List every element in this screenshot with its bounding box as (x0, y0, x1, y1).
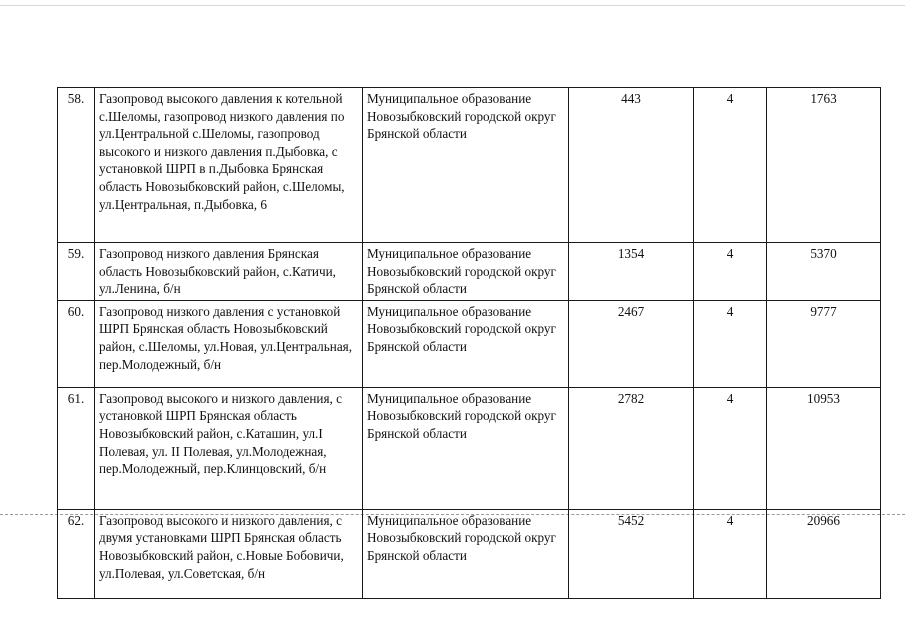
table-row (58, 300, 881, 387)
object-name: Газопровод высокого и низкого давления, с двумя установками ШРП Брянская область Новозыбковский район, с.Новые Бобовичи, ул.Полевая, ул.Советская, б/н (95, 509, 363, 598)
length-value: 2467 (569, 300, 694, 387)
class-value: 4 (694, 88, 767, 243)
row-number: 58. (58, 88, 95, 243)
object-name: Газопровод низкого давления с установкой ШРП Брянская область Новозыбковский район, с.Шеломы, ул.Новая, ул.Центральная, пер.Молодежный, б/н (95, 300, 363, 387)
row-number: 59. (58, 243, 95, 301)
owner: Муниципальное образование Новозыбковский городской округ Брянской области (363, 509, 569, 598)
table-row (58, 243, 881, 301)
row-number: 62. (58, 509, 95, 598)
row-number: 60. (58, 300, 95, 387)
row-number: 61. (58, 387, 95, 509)
cost-value: 9777 (767, 300, 881, 387)
page-top-edge-line (0, 5, 905, 6)
owner: Муниципальное образование Новозыбковский городской округ Брянской области (363, 300, 569, 387)
length-value: 2782 (569, 387, 694, 509)
table-row (58, 387, 881, 509)
gas-pipeline-table (57, 87, 881, 599)
length-value: 443 (569, 88, 694, 243)
object-name: Газопровод низкого давления Брянская область Новозыбковский район, с.Катичи, ул.Ленина, б/н (95, 243, 363, 301)
length-value: 5452 (569, 509, 694, 598)
cost-value: 20966 (767, 509, 881, 598)
owner: Муниципальное образование Новозыбковский городской округ Брянской области (363, 88, 569, 243)
cost-value: 10953 (767, 387, 881, 509)
length-value: 1354 (569, 243, 694, 301)
owner: Муниципальное образование Новозыбковский городской округ Брянской области (363, 243, 569, 301)
owner: Муниципальное образование Новозыбковский городской округ Брянской области (363, 387, 569, 509)
class-value: 4 (694, 243, 767, 301)
object-name: Газопровод высокого давления к котельной с.Шеломы, газопровод низкого давления по ул.Центральной с.Шеломы, газопровод высокого и низкого давления п.Дыбовка, с установкой ШРП в п.Дыбовка Брянская область Новозыбковский район, с.Шеломы, ул.Центральная, п.Дыбовка, 6 (95, 88, 363, 243)
table-row (58, 88, 881, 243)
cost-value: 1763 (767, 88, 881, 243)
table-row (58, 509, 881, 598)
cost-value: 5370 (767, 243, 881, 301)
class-value: 4 (694, 509, 767, 598)
class-value: 4 (694, 387, 767, 509)
object-name: Газопровод высокого и низкого давления, с установкой ШРП Брянская область Новозыбковский район, с.Каташин, ул.I Полевая, ул. II Полевая, ул.Молодежная, пер.Молодежный, пер.Клинцовский, б/н (95, 387, 363, 509)
class-value: 4 (694, 300, 767, 387)
